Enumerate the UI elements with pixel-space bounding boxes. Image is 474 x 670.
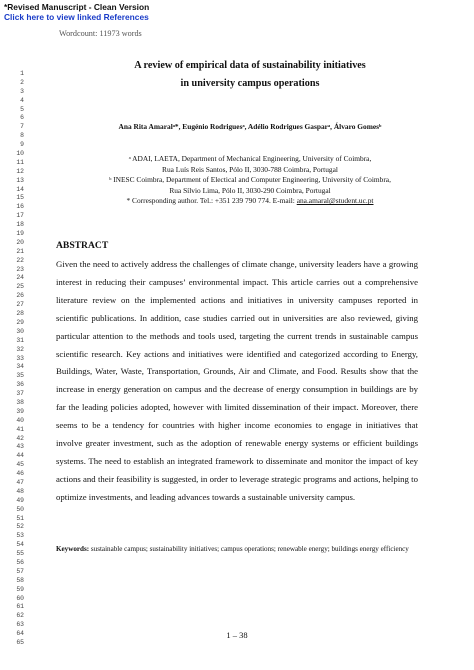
line-number: 52 (16, 523, 24, 531)
line-number: 53 (16, 532, 24, 540)
line-number: 8 (20, 132, 24, 140)
keywords-text: sustainable campus; sustainability initiatives; campus operations; renewable energy; buildings energy efficiency (89, 545, 409, 553)
line-number: 34 (16, 363, 24, 371)
affiliation-a-line-1: ᵃ ADAI, LAETA, Department of Mechanical Engineering, University of Coimbra, (128, 154, 372, 163)
line-number: 56 (16, 558, 24, 566)
page-number: 1 – 38 (226, 630, 248, 640)
line-number: 23 (16, 265, 24, 273)
line-number: 29 (16, 318, 24, 326)
line-number: 16 (16, 203, 24, 211)
line-number: 12 (16, 167, 24, 175)
line-number: 54 (16, 541, 24, 549)
line-number: 50 (16, 505, 24, 513)
line-number: 61 (16, 603, 24, 611)
manuscript-header (4, 2, 149, 22)
line-number: 28 (16, 310, 24, 318)
line-number: 35 (16, 372, 24, 380)
line-number: 51 (16, 514, 24, 522)
line-number: 27 (16, 301, 24, 309)
line-number: 33 (16, 354, 24, 362)
line-number: 42 (16, 434, 24, 442)
view-references-link[interactable]: Click here to view linked References (4, 12, 149, 22)
line-number: 13 (16, 176, 24, 184)
line-number: 60 (16, 594, 24, 602)
line-number: 20 (16, 238, 24, 246)
line-number: 49 (16, 496, 24, 504)
manuscript-label: *Revised Manuscript - Clean Version (4, 2, 150, 12)
keywords (56, 544, 418, 555)
line-numbers (6, 70, 24, 648)
affiliation-a-line-2: Rua Luís Reis Santos, Pólo II, 3030-788 Coimbra, Portugal (162, 164, 338, 174)
corresponding-author (70, 196, 430, 207)
line-number: 65 (16, 639, 24, 646)
line-number: 48 (16, 487, 24, 495)
line-number: 37 (16, 390, 24, 398)
line-number: 47 (16, 478, 24, 486)
line-number: 10 (16, 150, 24, 158)
line-number: 24 (16, 274, 24, 282)
line-number: 25 (16, 283, 24, 291)
line-number: 31 (16, 336, 24, 344)
line-number: 38 (16, 398, 24, 406)
line-number: 6 (20, 114, 24, 122)
line-number: 55 (16, 550, 24, 558)
line-number: 9 (20, 141, 24, 149)
line-number: 40 (16, 416, 24, 424)
title-line-1: A review of empirical data of sustainability initiatives (134, 60, 366, 71)
line-number: 62 (16, 612, 24, 620)
affiliation-b-line-1: ᵇ INESC Coimbra, Department of Electical and Computer Engineering, University of Coimbra, (109, 175, 391, 185)
line-number: 63 (16, 621, 24, 629)
line-number: 32 (16, 345, 24, 353)
line-number: 5 (20, 105, 24, 113)
line-number: 17 (16, 212, 24, 220)
line-number: 19 (16, 230, 24, 238)
line-number: 1 (20, 70, 24, 77)
line-number: 43 (16, 443, 24, 451)
line-number: 21 (16, 247, 24, 255)
paper-title (60, 57, 440, 93)
line-number: 59 (16, 585, 24, 593)
affiliations (70, 154, 430, 207)
line-number: 36 (16, 381, 24, 389)
line-number: 39 (16, 407, 24, 415)
line-number: 46 (16, 470, 24, 478)
line-number: 11 (16, 158, 24, 166)
word-count: Wordcount: 11973 words (59, 29, 142, 38)
line-number: 58 (16, 576, 24, 584)
line-number: 26 (16, 292, 24, 300)
line-number: 2 (20, 78, 24, 86)
line-number: 64 (16, 630, 24, 638)
line-number: 7 (20, 123, 24, 131)
corresponding-author-text: * Corresponding author. Tel.: +351 239 790 774. E-mail: (126, 196, 297, 206)
affiliation-b-line-2: Rua Sílvio Lima, Pólo II, 3030-290 Coimbra, Portugal (169, 185, 331, 195)
line-number: 57 (16, 567, 24, 575)
line-number: 30 (16, 327, 24, 335)
email-link[interactable]: ana.amaral@student.uc.pt (296, 196, 374, 206)
line-number: 18 (16, 221, 24, 229)
line-number: 14 (16, 185, 24, 193)
line-number: 3 (20, 87, 24, 95)
abstract-heading: ABSTRACT (56, 240, 109, 251)
author-list: Ana Rita Amaralᵃ*, Eugénio Rodriguesᵃ, Adélio Rodrigues Gasparᵃ, Álvaro Gomesᵇ (118, 122, 382, 131)
line-number: 4 (20, 96, 24, 104)
keywords-label: Keywords: (56, 545, 90, 553)
line-number: 22 (16, 256, 24, 264)
line-number: 45 (16, 461, 24, 469)
abstract-text: Given the need to actively address the challenges of climate change, university leaders have a growing interest in reducing their campuses’ environmental impact. This article carries out a comprehensive literature review on the implemented actions and initiatives in university campuses reported in scientific publications. In addition, case studies carried out in universities are also reviewed, giving particular attention to the methods and tools used, targeting the current trends in sustainable campus scientific research. Key actions and initiatives were identified and categorized according to Energy, Buildings, Water, Waste, Transportation, Grounds, Air and Climate, and Food. Results show that the increase in energy generation on campus and the decrease of energy consumption in buildings are by far the leading policies adopted, however with limited dissemination of their impact. Moreover, there seems to be a tendency for countries with higher income economies to engage in initiatives that involve greater investment, such as the adoption of renewable energy systems or efficient buildings systems. The need to establish an integrated framework to disseminate and monitor the impact of key actions and their feasibility is suggested, in order to leverage strategic programs and actions, helping to optimize investments, and leading advances towards a sustainable university campus. (56, 259, 418, 502)
line-number: 44 (16, 452, 24, 460)
line-number: 15 (16, 194, 24, 202)
title-line-2: in university campus operations (180, 78, 320, 89)
line-number: 41 (16, 425, 24, 433)
